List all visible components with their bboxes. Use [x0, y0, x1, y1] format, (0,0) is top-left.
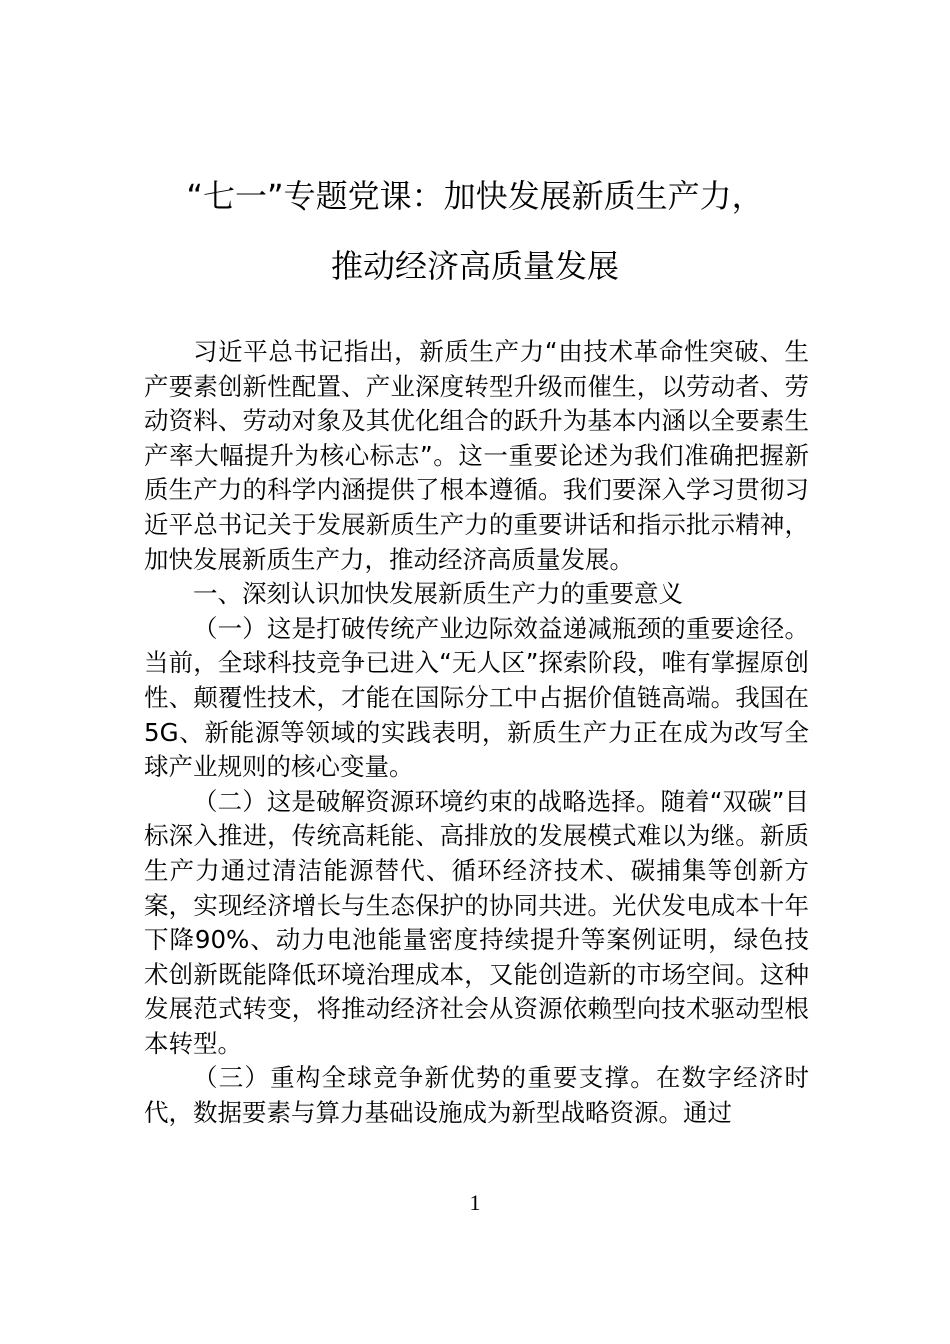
body-paragraph: （二）这是破解资源环境约束的战略选择。随着“双碳”目标深入推进，传统高耗能、高排放的发展模式难以为继。新质生产力通过清洁能源替代、循环经济技术、碳捕集等创新方案，实现经济增长与生态保护的协同共进。光伏发电成本十年下降90%、动力电池能量密度持续提升等案例证明，绿色技术创新既能降低环境治理成本，又能创造新的市场空间。这种发展范式转变，将推动经济社会从资源依赖型向技术驱动型根本转型。: [144, 786, 809, 1058]
document-title-line-1: “七一”专题党课：加快发展新质生产力，: [186, 177, 764, 215]
body-paragraph: （一）这是打破传统产业边际效益递减瓶颈的重要途径。当前，全球科技竞争已进入“无人区”探索阶段，唯有掌握原创性、颠覆性技术，才能在国际分工中占据价值链高端。我国在5G、新能源等领域的实践表明，新质生产力正在成为改写全球产业规则的核心变量。: [144, 613, 809, 782]
section-heading: 一、深刻认识加快发展新质生产力的重要意义: [193, 579, 683, 609]
intro-paragraph: 习近平总书记指出，新质生产力“由技术革命性突破、生产要素创新性配置、产业深度转型升级而催生，以劳动者、劳动资料、劳动对象及其优化组合的跃升为基本内涵以全要素生产率大幅提升为核心标志”。这一重要论述为我们准确把握新质生产力的科学内涵提供了根本遵循。我们要深入学习贯彻习近平总书记关于发展新质生产力的重要讲话和指示批示精神，加快发展新质生产力，推动经济高质量发展。: [144, 337, 809, 574]
document-title-line-2: 推动经济高质量发展: [330, 247, 619, 285]
body-paragraph: （三）重构全球竞争新优势的重要支撑。在数字经济时代，数据要素与算力基础设施成为新型战略资源。通过: [144, 1063, 809, 1128]
document-body: [144, 335, 809, 1131]
page-number: 1: [469, 1190, 481, 1215]
